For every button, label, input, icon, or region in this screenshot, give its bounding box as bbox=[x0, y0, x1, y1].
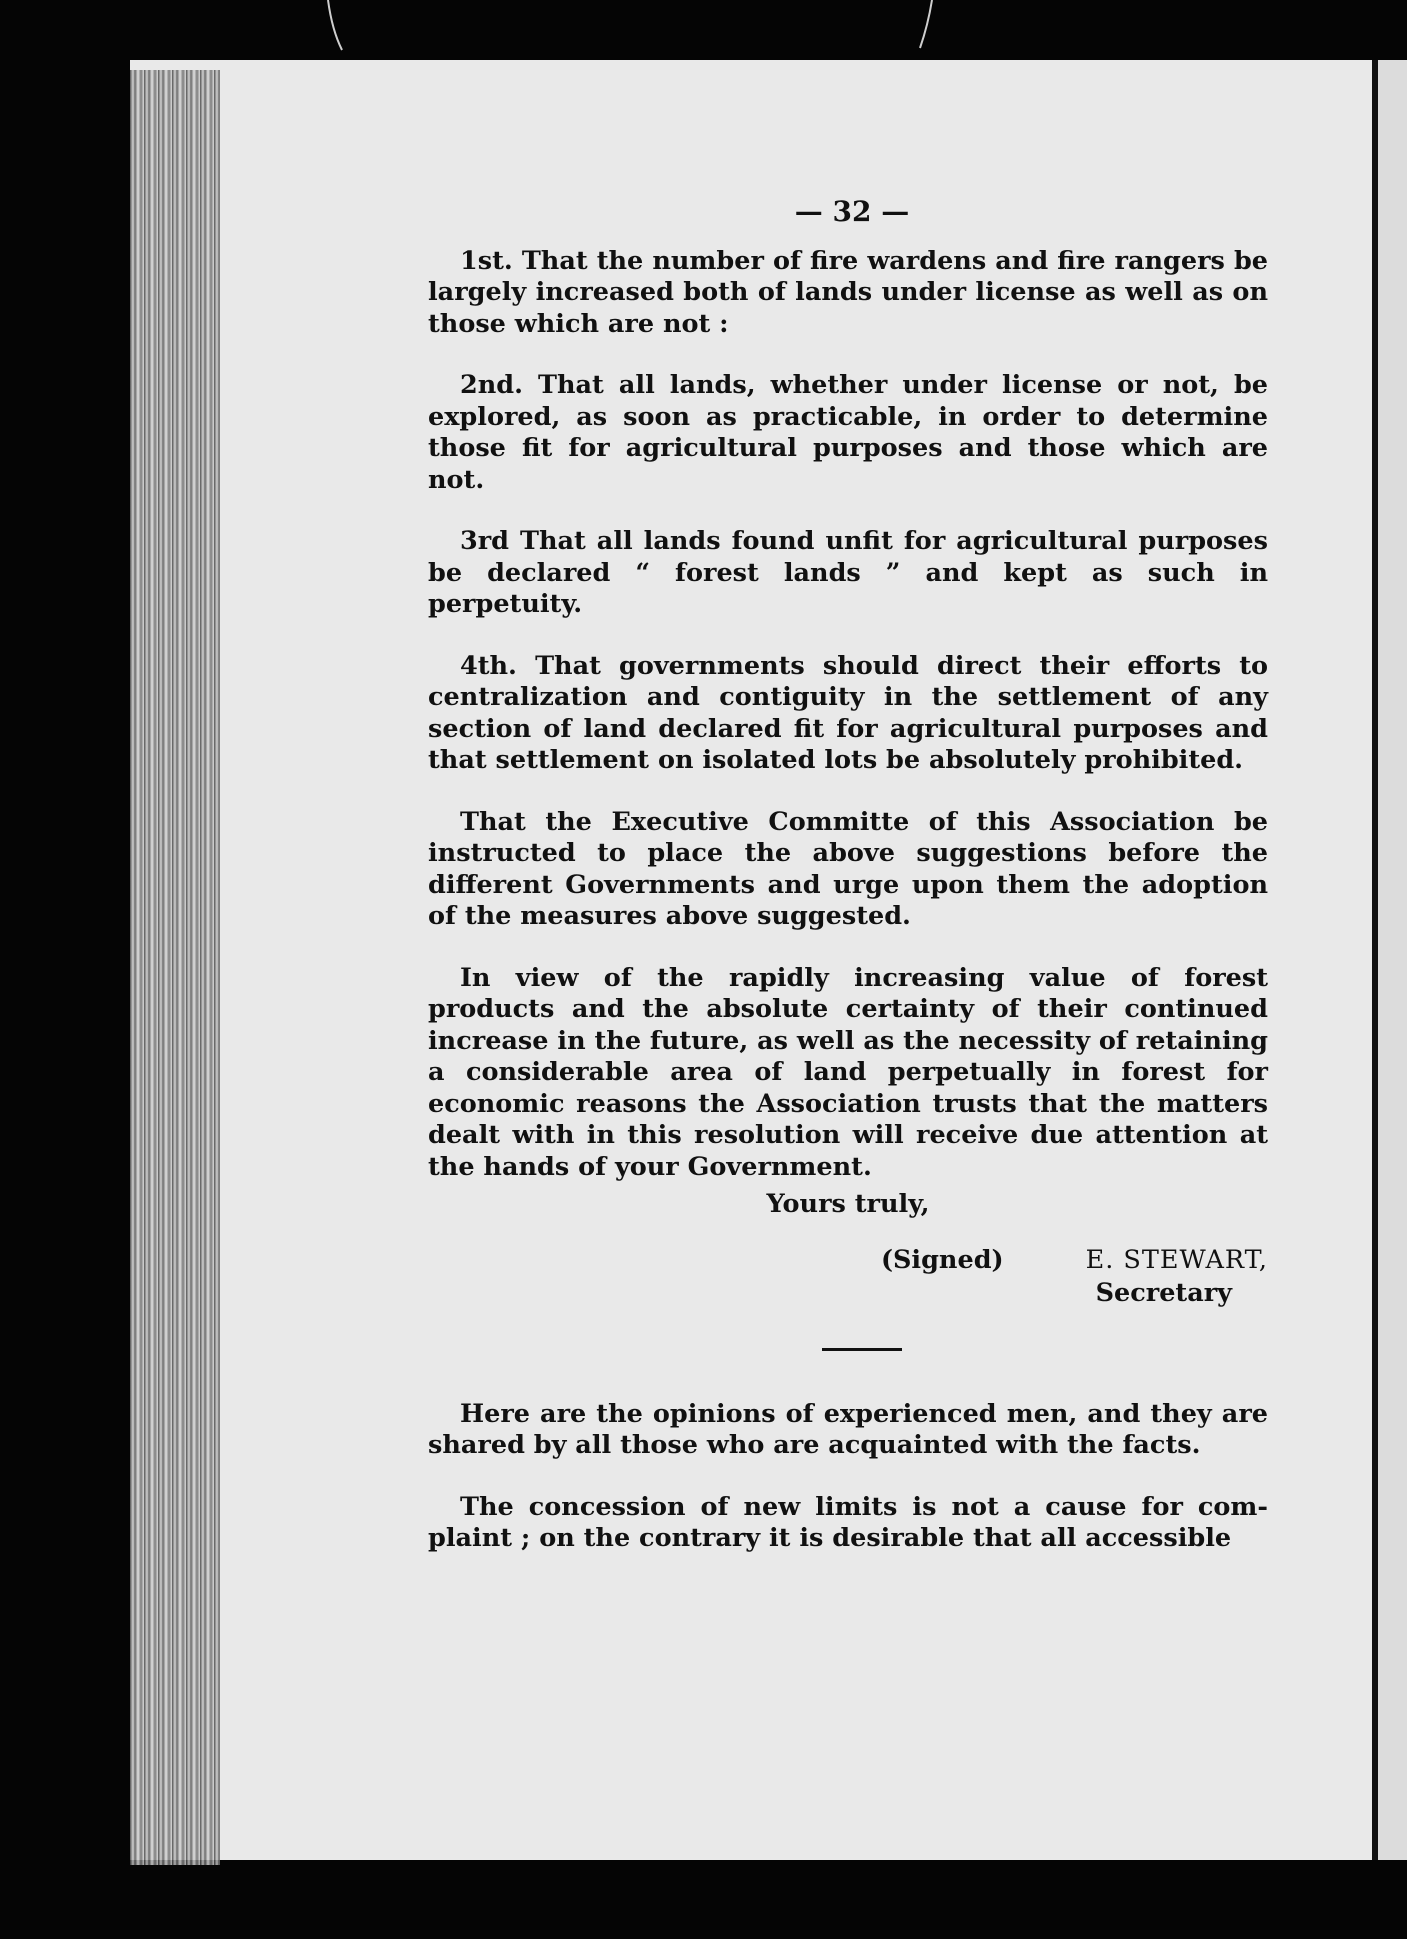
paragraph-opinions: Here are the opinions of experienced men, and they are shared by all those who are acquainted with the facts. bbox=[428, 1398, 1268, 1460]
page-number: — 32 — bbox=[794, 195, 910, 228]
scan-edge-marks bbox=[320, 0, 940, 60]
paragraph-executive-committee: That the Executive Committe of this Association be instructed to place the above suggestions before the different Governments and urge upon them the adoption of the measures above suggested. bbox=[428, 806, 1268, 931]
signatory-name: E. STEWART, bbox=[1085, 1244, 1268, 1275]
paragraph-2nd: 2nd. That all lands, whether under license or not, be explored, as soon as practicable, in order to determine those fit for agricultural purposes and those which are not. bbox=[428, 370, 1268, 495]
closing-salutation: Yours truly, bbox=[766, 1189, 930, 1219]
signatory-title: Secretary bbox=[1095, 1278, 1232, 1308]
paragraph-3rd: 3rd That all lands found unfit for agricultural purposes be declared “ forest lands ” and kept as such in perpetuity. bbox=[428, 526, 1268, 619]
adjacent-page-edge bbox=[1372, 60, 1407, 1860]
signed-label: (Signed) bbox=[880, 1244, 1004, 1275]
signature-line bbox=[428, 1245, 1268, 1277]
paragraph-4th: 4th. That governments should direct their efforts to centralization and contiguity in the settlement of any section of land declared fit for agricultural purposes and that settlement on isolated lots be absolutely prohibited. bbox=[428, 650, 1268, 775]
page-binding-edge bbox=[130, 70, 220, 1865]
page-content bbox=[428, 196, 1268, 1555]
section-divider bbox=[822, 1348, 902, 1351]
paragraph-concession: The concession of new limits is not a cause for com- plaint ; on the contrary it is desirable that all accessible bbox=[428, 1491, 1268, 1553]
paragraph-in-view: In view of the rapidly increasing value of forest products and the absolute certainty of their continued increase in the future, as well as the necessity of retaining a considerable area of land perpetually in forest for economic reasons the Association trusts that the matters dealt with in this resolution will receive due attention at the hands of your Government. bbox=[428, 962, 1269, 1182]
paragraph-1st: 1st. That the number of fire wardens and fire rangers be largely increased both of lands under license as well as on those which are not : bbox=[428, 245, 1268, 339]
